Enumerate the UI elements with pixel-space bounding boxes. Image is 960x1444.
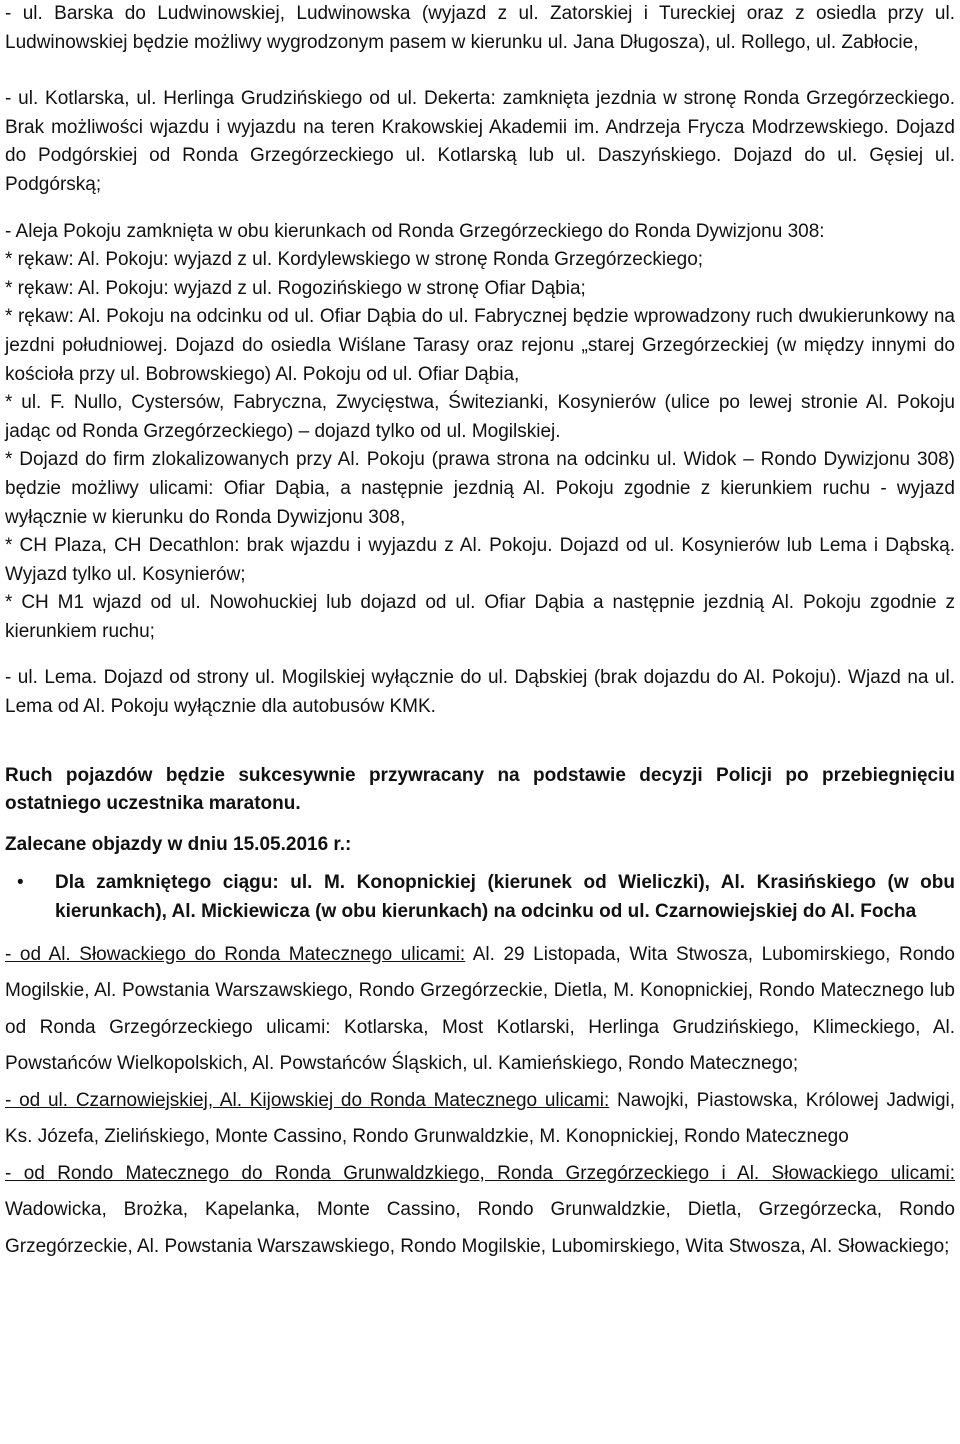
paragraph-aleja-intro: - Aleja Pokoju zamknięta w obu kierunkach od Ronda Grzegórzeckiego do Ronda Dywizjonu 308: — [5, 220, 825, 242]
document-page — [5, 0, 955, 1265]
aleja-item: * CH M1 wjazd od ul. Nowohuckiej lub dojazd od ul. Ofiar Dąbia a następnie jezdnią Al. Pokoju zgodnie z kierunkiem ruchu; — [5, 592, 955, 642]
route-lead: - od ul. Czarnowiejskiej, Al. Kijowskiej do Ronda Matecznego ulicami: — [5, 1089, 610, 1111]
route-streets: Al. 29 Listopada, Wita Stwosza, Lubomirskiego, Rondo Mogilskie, Al. Powstania Warszawskiego, Rondo Grzegórzeckie, Dietla, M. Konopnickiej, Rondo Matecznego lub od Ronda Grzegórzeckiego ulicami: Kotlarska, Most Kotlarski, Herlinga Grudzińskiego, Klimeckiego, Al. Powstańców Wielkopolskich, Al. Powstańców Śląskich, ul. Kamieńskiego, Rondo Matecznego; — [5, 943, 955, 1075]
aleja-item: * ul. F. Nullo, Cystersów, Fabryczna, Zwycięstwa, Świtezianki, Kosynierów (ulice po lewej stronie Al. Pokoju jadąc od Ronda Grzegórzeckiego) – dojazd tylko od ul. Mogilskiej. — [5, 392, 955, 442]
spacer — [5, 722, 955, 762]
aleja-item: * rękaw: Al. Pokoju: wyjazd z ul. Rogozińskiego w stronę Ofiar Dąbia; — [5, 277, 586, 299]
route-paragraph — [5, 1156, 955, 1266]
bullet-item — [5, 869, 955, 926]
aleja-item: * CH Plaza, CH Decathlon: brak wjazdu i wyjazdu z Al. Pokoju. Dojazd od ul. Kosynierów lub Lema i Dąbską. Wyjazd tylko ul. Kosynierów; — [5, 535, 955, 585]
route-paragraph — [5, 1083, 955, 1156]
route-streets: Wadowicka, Brożka, Kapelanka, Monte Cassino, Rondo Grunwaldzkie, Dietla, Grzegórzecka, Rondo Grzegórzeckie, Al. Powstania Warszawskiego, Rondo Mogilskie, Lubomirskiego, Wita Stwosza, Al. Słowackiego; — [5, 1199, 955, 1257]
route-lead: - od Rondo Matecznego do Ronda Grunwaldzkiego, Ronda Grzegórzeckiego i Al. Słowackiego ulicami: — [5, 1162, 955, 1184]
restore-note: Ruch pojazdów będzie sukcesywnie przywracany na podstawie decyzji Policji po przebiegnięciu ostatniego uczestnika maratonu. — [5, 764, 955, 815]
paragraph-lema: - ul. Lema. Dojazd od strony ul. Mogilskiej wyłącznie do ul. Dąbskiej (brak dojazdu do Al. Pokoju). Wjazd na ul. Lema od Al. Pokoju wyłącznie dla autobusów KMK. — [5, 667, 955, 718]
route-lead: - od Al. Słowackiego do Ronda Matecznego ulicami: — [5, 943, 466, 965]
route-streets: Nawojki, Piastowska, Królowej Jadwigi, Ks. Józefa, Zielińskiego, Monte Cassino, Rondo Grunwaldzkie, M. Konopnickiej, Rondo Matecznego — [5, 1089, 956, 1148]
spacer — [5, 859, 955, 869]
spacer — [5, 819, 955, 831]
spacer — [5, 927, 955, 937]
paragraph-barska: - ul. Barska do Ludwinowskiej, Ludwinowska (wyjazd z ul. Zatorskiej i Tureckiej oraz z osiedla przy ul. Ludwinowskiej będzie możliwy wygrodzonym pasem w kierunku ul. Jana Długosza), ul. Rollego, ul. Zabłocie, — [5, 3, 955, 53]
aleja-item: * rękaw: Al. Pokoju na odcinku od ul. Ofiar Dąbia do ul. Fabrycznej będzie wprowadzony ruch dwukierunkowy na jezdni południowej. Dojazd do osiedla Wiślane Tarasy oraz rejonu „starej Grzegórzeckiej (w między innymi do kościoła przy ul. Bobrowskiego) Al. Pokoju od ul. Ofiar Dąbia, — [5, 306, 955, 385]
spacer — [5, 200, 955, 218]
bullet-text: Dla zamkniętego ciągu: ul. M. Konopnickiej (kierunek od Wieliczki), Al. Krasińskiego (w obu kierunkach), Al. Mickiewicza (w obu kierunkach) na odcinku od ul. Czarnowiejskiej do Al. Focha — [55, 872, 955, 923]
paragraph-kotlarska: - ul. Kotlarska, ul. Herlinga Grudzińskiego od ul. Dekerta: zamknięta jezdnia w stronę Ronda Grzegórzeckiego. Brak możliwości wjazdu i wyjazdu na teren Krakowskiej Akademii im. Andrzeja Frycza Modrzewskiego. Dojazd do Podgórskiej od Ronda Grzegórzeckiego ul. Kotlarską lub ul. Daszyńskiego. Dojazd do ul. Gęsiej ul. Podgórską; — [5, 88, 955, 195]
spacer — [5, 646, 955, 664]
aleja-item: * Dojazd do firm zlokalizowanych przy Al. Pokoju (prawa strona na odcinku ul. Widok – Rondo Dywizjonu 308) będzie możliwy ulicami: Ofiar Dąbia, a następnie jezdnią Al. Pokoju zgodnie z kierunkiem ruchu - wyjazd wyłącznie w kierunku do Ronda Dywizjonu 308, — [5, 449, 955, 528]
bullet-icon: • — [17, 872, 24, 894]
spacer — [5, 57, 955, 85]
detours-heading: Zalecane objazdy w dniu 15.05.2016 r.: — [5, 833, 352, 855]
route-paragraph — [5, 937, 955, 1083]
aleja-item: * rękaw: Al. Pokoju: wyjazd z ul. Kordylewskiego w stronę Ronda Grzegórzeckiego; — [5, 249, 704, 271]
